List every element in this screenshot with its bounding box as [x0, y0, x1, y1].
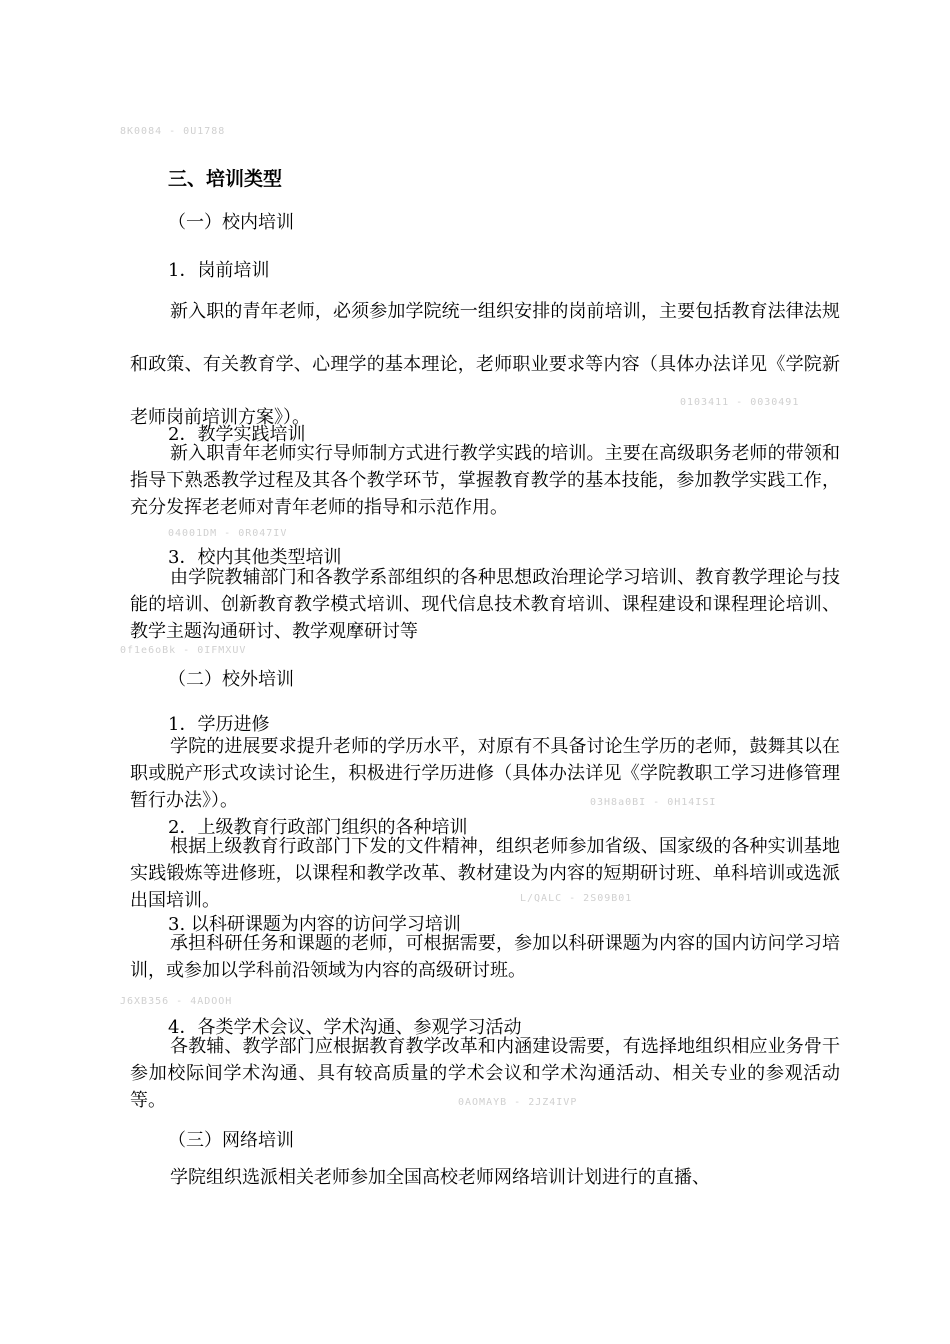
paragraph: 新入职青年老师实行导师制方式进行教学实践的培训。主要在高级职务老师的带领和指导下熟悉教学过程及其各个教学环节，掌握教育教学的基本技能，参加教学实践工作，充分发挥老老师对青年老师的指导和示范作用。 — [130, 443, 840, 518]
section-heading: 三、培训类型 — [168, 168, 283, 190]
paragraph: 学院的进展要求提升老师的学历水平，对原有不具备讨论生学历的老师，鼓舞其以在职或脱产形式攻读讨论生，积极进行学历进修（具体办法详见《学院教职工学习进修管理暂行办法》）。 — [130, 736, 840, 811]
watermark: 03H8a0BI - 0H14ISI — [590, 797, 717, 808]
subsection-title: （二）校外培训 — [168, 669, 294, 690]
item-title: 1．学历进修 — [168, 714, 270, 735]
watermark: 0103411 - 0030491 — [680, 397, 800, 408]
paragraph: 新入职的青年老师，必须参加学院统一组织安排的岗前培训，主要包括教育法律法规和政策、有关教育学、心理学的基本理论，老师职业要求等内容（具体办法详见《学院新老师岗前培训方案》）。 — [130, 301, 840, 428]
subsection-title: （一）校内培训 — [168, 212, 294, 233]
watermark: 0f1e6oBk - 0IFMXUV — [120, 645, 247, 656]
watermark: L/QALC - 2S09B01 — [520, 893, 633, 904]
paragraph: 学院组织选派相关老师参加全国高校老师网络培训计划进行的直播、 — [170, 1167, 710, 1188]
paragraph: 由学院教辅部门和各教学系部组织的各种思想政治理论学习培训、教育教学理论与技能的培训、创新教育教学模式培训、现代信息技术教育培训、课程建设和课程理论培训、教学主题沟通研讨、教学观摩研讨等 — [130, 567, 840, 642]
paragraph: 承担科研任务和课题的老师，可根据需要，参加以科研课题为内容的国内访问学习培训，或参加以学科前沿领域为内容的高级研讨班。 — [130, 933, 840, 981]
item-title: 2．教学实践培训 — [168, 424, 306, 445]
item-title: 1．岗前培训 — [168, 260, 270, 281]
item-title: 3．校内其他类型培训 — [168, 547, 342, 568]
item-title: 3. 以科研课题为内容的访问学习培训 — [168, 914, 461, 935]
watermark: J6XB356 - 4ADOOH — [120, 996, 233, 1007]
paragraph: 根据上级教育行政部门下发的文件精神，组织老师参加省级、国家级的各种实训基地实践锻炼等进修班，以课程和教学改革、教材建设为内容的短期研讨班、单科培训或选派出国培训。 — [130, 836, 840, 911]
watermark: 0AOMAYB - 2JZ4IVP — [458, 1097, 578, 1108]
paragraph: 各教辅、教学部门应根据教育教学改革和内涵建设需要，有选择地组织相应业务骨干参加校际间学术沟通、具有较高质量的学术会议和学术沟通活动、相关专业的参观活动等。 — [130, 1036, 840, 1111]
watermark: 04001DM - 0R047IV — [168, 528, 288, 539]
subsection-title: （三）网络培训 — [168, 1130, 294, 1151]
item-title: 2．上级教育行政部门组织的各种培训 — [168, 817, 468, 838]
item-title: 4．各类学术会议、学术沟通、参观学习活动 — [168, 1017, 522, 1038]
watermark: 8K0084 - 0U1788 — [120, 126, 226, 137]
